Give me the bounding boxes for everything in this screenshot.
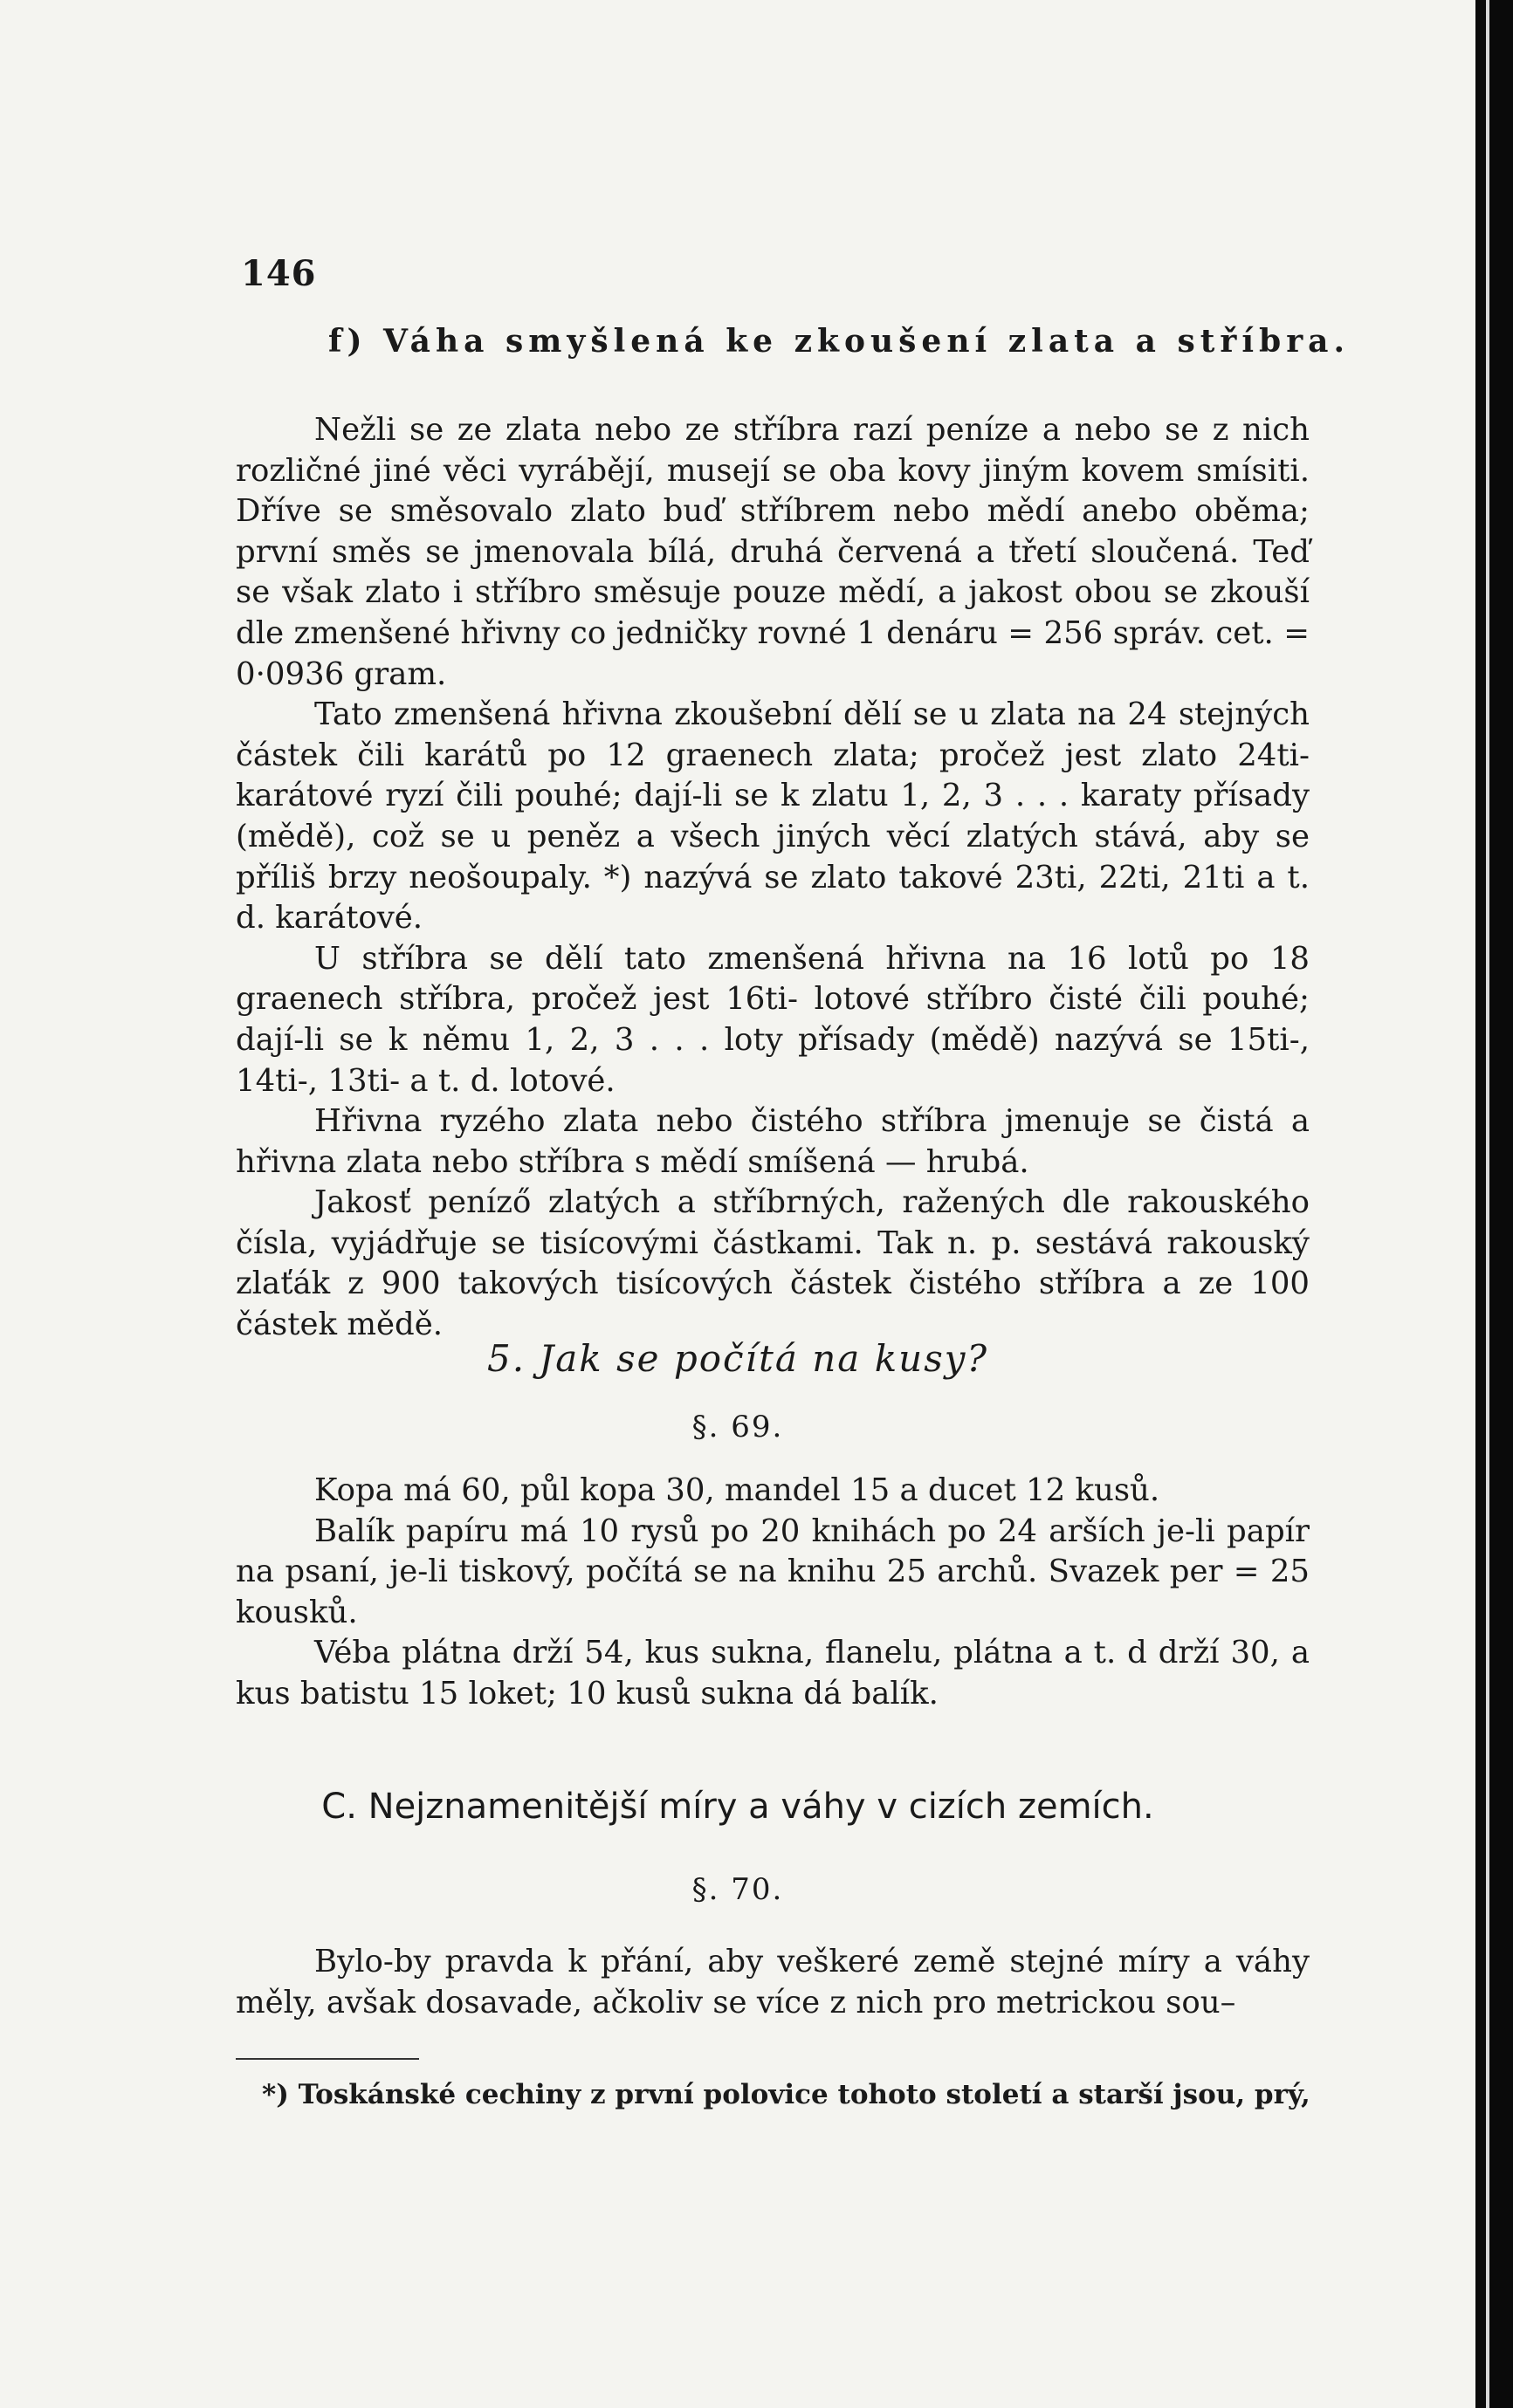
paragraph: Balík papíru má 10 rysů po 20 knihách po 24 arších je-li papír na psaní, je-li tiskový, počítá se na knihu 25 archů. Svazek per = 25 kousků.	[236, 1513, 1310, 1630]
paragraph: Jakosť peníző zlatých a stříbrných, ražených dle rakouského čísla, vyjádřuje se tisícovými částkami. Tak n. p. sestává rakouský zlaťák z 900 takových tisícových částek čistého stříbra a ze 100 částek mědě.	[236, 1184, 1310, 1343]
section-5-heading: 5. Jak se počítá na kusy?	[487, 1337, 988, 1380]
scan-dark-edge	[1475, 0, 1513, 2408]
section-f-body	[236, 410, 1310, 1346]
paragraph: U stříbra se dělí tato zmenšená hřivna na 16 lotů po 18 graenech stříbra, pročež jest 16ti- lotové stříbro čisté čili pouhé; dají-li se k němu 1, 2, 3 . . . loty přísady (mědě) nazývá se 15ti-, 14ti-, 13ti- a t. d. lotové.	[236, 940, 1310, 1099]
section-c-heading: C. Nejznamenitější míry a váhy v cizích zemích.	[321, 1787, 1154, 1827]
paragraph-mark-69: §. 69.	[691, 1410, 784, 1444]
footnote: *) Toskánské cechiny z první polovice tohoto století a starší jsou, prý,	[262, 2079, 1310, 2110]
page-number: 146	[241, 253, 317, 294]
section-c-body	[236, 1942, 1310, 2023]
paragraph: Kopa má 60, půl kopa 30, mandel 15 a ducet 12 kusů.	[314, 1472, 1160, 1508]
footnote-rule	[236, 2058, 419, 2060]
paragraph: Hřivna ryzého zlata nebo čistého stříbra jmenuje se čistá a hřivna zlata nebo stříbra s mědí smíšená — hrubá.	[236, 1103, 1310, 1180]
paragraph: Véba plátna drží 54, kus sukna, flanelu, plátna a t. d drží 30, a kus batistu 15 loket; 10 kusů sukna dá balík.	[236, 1635, 1310, 1712]
paragraph-mark-70: §. 70.	[691, 1872, 784, 1907]
paragraph: Nežli se ze zlata nebo ze stříbra razí peníze a nebo se z nich rozličné jiné věci vyrábějí, musejí se oba kovy jiným kovem smísiti. Dříve se směsovalo zlato buď stříbrem nebo mědí anebo oběma; první směs se jmenovala bílá, druhá červená a třetí sloučená. Teď se však zlato i stříbro směsuje pouze mědí, a jakost obou se zkouší dle zmenšené hřivny co jedničky rovné 1 denáru = 256 správ. cet. = 0·0936 gram.	[236, 412, 1310, 692]
paragraph: Bylo-by pravda k přání, aby veškeré země stejné míry a váhy měly, avšak dosavade, ačkoliv se více z nich pro metrickou sou–	[236, 1944, 1310, 2020]
paragraph: Tato zmenšená hřivna zkoušební dělí se u zlata na 24 stejných částek čili karátů po 12 graenech zlata; pročež jest zlato 24ti- karátové ryzí čili pouhé; dají-li se k zlatu 1, 2, 3 . . . karaty přísady (mědě), což se u peněz a všech jiných věcí zlatých stává, aby se příliš brzy neošoupaly. *) nazývá se zlato takové 23ti, 22ti, 21ti a t. d. karátové.	[236, 696, 1310, 936]
scan-edge-line	[1486, 0, 1489, 2408]
section-f-heading: f) Váha smyšlená ke zkoušení zlata a stříbra.	[328, 323, 1351, 360]
section-5-body	[236, 1471, 1310, 1715]
